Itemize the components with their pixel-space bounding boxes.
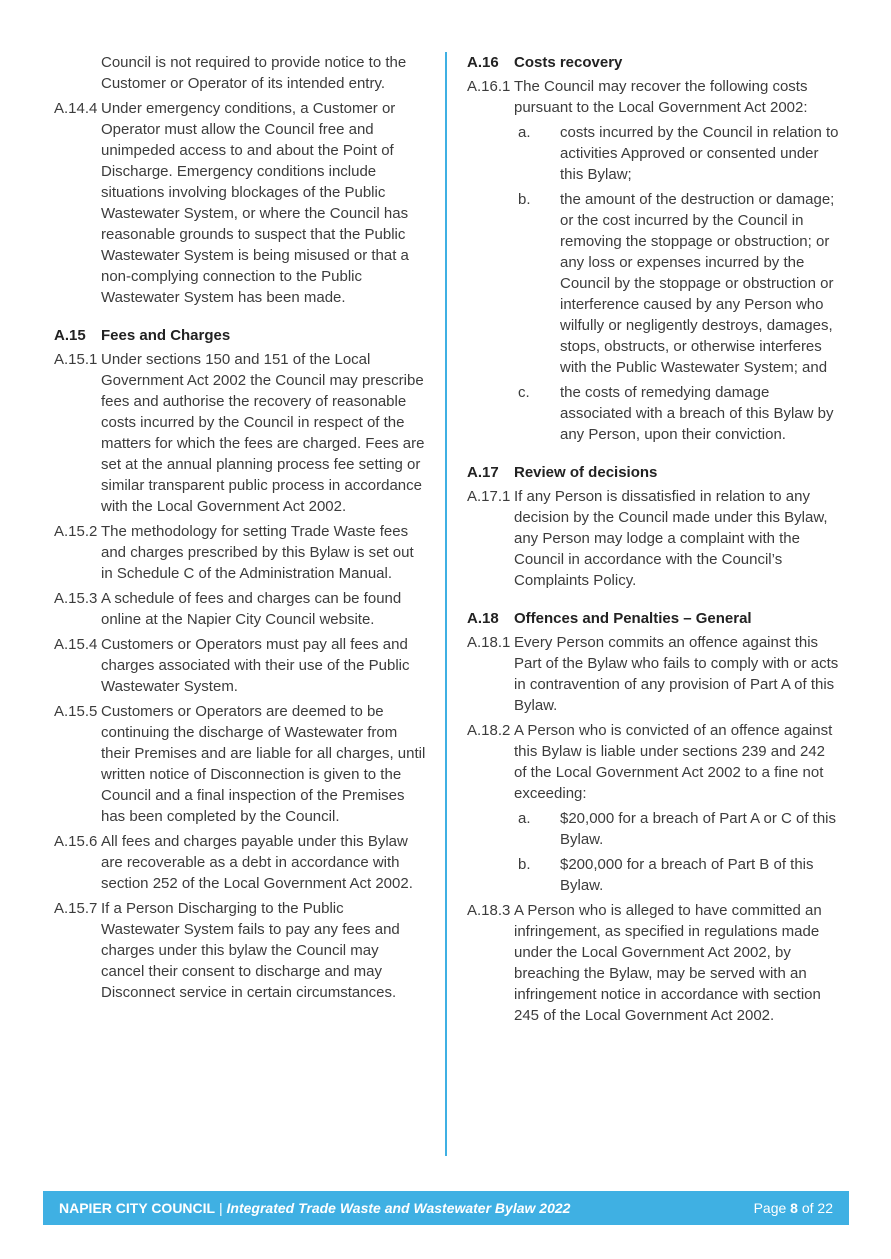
section-number: A.17 <box>467 464 499 481</box>
clause-a15-4 <box>54 634 426 697</box>
clause-number: A.15.3 <box>54 590 98 607</box>
footer-current-page: 8 <box>790 1199 798 1216</box>
subclause-text: costs incurred by the Council in relation to activities Approved or consented under this Bylaw; <box>560 124 839 183</box>
subclause-a18-2-b <box>514 854 839 896</box>
clause-text: Under sections 150 and 151 of the Local Government Act 2002 the Council may prescribe fees and authorise the recovery of reasonable costs incurred by the Council in respect of the matters for which the fees are charged. Fees are set at the annual planning process fee setting or similar transparent public process in accordance with the Local Government Act 2002. <box>101 351 425 515</box>
subclause-a18-2-a <box>514 808 839 850</box>
clause-number: A.15.2 <box>54 523 98 540</box>
section-number: A.18 <box>467 610 499 627</box>
subclause-text: $20,000 for a breach of Part A or C of this Bylaw. <box>560 810 836 848</box>
section-number: A.16 <box>467 54 499 71</box>
clause-text: All fees and charges payable under this Bylaw are recoverable as a debt in accordance with section 252 of the Local Government Act 2002. <box>101 833 413 892</box>
clause-number: A.18.3 <box>467 902 511 919</box>
clause-a18-2 <box>467 720 839 804</box>
subclause-letter: b. <box>518 191 531 208</box>
clause-a15-2 <box>54 521 426 584</box>
clause-number: A.15.4 <box>54 636 98 653</box>
clause-a16-1 <box>467 76 839 118</box>
clause-text: The methodology for setting Trade Waste fees and charges prescribed by this Bylaw is set out in Schedule C of the Administration Manual. <box>101 523 414 582</box>
clause-a15-5 <box>54 701 426 827</box>
clause-text: Customers or Operators must pay all fees and charges associated with their use of the Public Wastewater System. <box>101 636 410 695</box>
clause-a15-7 <box>54 898 426 1003</box>
subclause-letter: a. <box>518 124 531 141</box>
clause-a18-1 <box>467 632 839 716</box>
footer-org-name: NAPIER CITY COUNCIL <box>59 1199 216 1216</box>
clause-text: The Council may recover the following costs pursuant to the Local Government Act 2002: <box>514 78 808 116</box>
clause-a17-1 <box>467 486 839 591</box>
section-heading-a17 <box>467 462 839 483</box>
clause-text: Customers or Operators are deemed to be continuing the discharge of Wastewater from their Premises and are liable for all charges, until written notice of Disconnection is given to the Council and a final inspection of the Premises has been completed by the Council. <box>101 703 426 825</box>
clause-number: A.16.1 <box>467 78 511 95</box>
clause-number: A.15.1 <box>54 351 98 368</box>
section-heading-a18 <box>467 608 839 629</box>
footer-page-label: Page <box>753 1199 787 1216</box>
clause-a18-3 <box>467 900 839 1026</box>
clause-text: A Person who is convicted of an offence against this Bylaw is liable under sections 239 and 242 of the Local Government Act 2002 to a fine not exceeding: <box>514 722 833 802</box>
clause-number: A.15.6 <box>54 833 98 850</box>
clause-text: If a Person Discharging to the Public Wastewater System fails to pay any fees and charges under this bylaw the Council may cancel their consent to discharge and may Disconnect service in certain circumstances. <box>101 900 400 1001</box>
subclause-a16-1-c <box>514 382 839 445</box>
section-title: Fees and Charges <box>101 327 231 344</box>
subclause-text: the costs of remedying damage associated with a breach of this Bylaw by any Person, upon their conviction. <box>560 384 834 443</box>
clause-text: Every Person commits an offence against this Part of the Bylaw who fails to comply with or acts in contravention of any provision of Part A of this Bylaw. <box>514 634 839 714</box>
subclause-letter: b. <box>518 856 531 873</box>
subclause-a16-1-b <box>514 189 839 378</box>
page-footer <box>43 1191 849 1225</box>
subclause-letter: c. <box>518 384 530 401</box>
clause-text: A Person who is alleged to have committed an infringement, as specified in regulations made under the Local Government Act 2002, by breaching the Bylaw, may be served with an infringement notice in accordance with section 245 of the Local Government Act 2002. <box>514 902 822 1024</box>
clause-number: A.15.7 <box>54 900 98 917</box>
clause-number: A.17.1 <box>467 488 511 505</box>
footer-document-title: Integrated Trade Waste and Wastewater Bylaw 2022 <box>226 1199 571 1216</box>
footer-document-info <box>59 1198 570 1219</box>
paragraph-a14-continued: Council is not required to provide notice to the Customer or Operator of its intended entry. <box>101 54 407 92</box>
right-column <box>467 52 839 1030</box>
clause-number: A.18.2 <box>467 722 511 739</box>
section-heading-a15 <box>54 325 426 346</box>
clause-a15-1 <box>54 349 426 517</box>
clause-number: A.14.4 <box>54 100 98 117</box>
clause-a15-6 <box>54 831 426 894</box>
section-heading-a16 <box>467 52 839 73</box>
clause-text: Under emergency conditions, a Customer or Operator must allow the Council free and unimpeded access to and about the Point of Discharge. Emergency conditions include situations involving blockages of the Public Wastewater System, or where the Council has reasonable grounds to suspect that the Public Wastewater System is being misused or that a non-complying connection to the Public Wastewater System has been made. <box>101 100 409 306</box>
section-title: Costs recovery <box>514 54 623 71</box>
column-divider <box>445 52 447 1156</box>
subclause-letter: a. <box>518 810 531 827</box>
subclause-text: $200,000 for a breach of Part B of this Bylaw. <box>560 856 814 894</box>
subclause-a16-1-a <box>514 122 839 185</box>
section-number: A.15 <box>54 327 86 344</box>
clause-a15-3 <box>54 588 426 630</box>
clause-a14-4 <box>54 98 426 308</box>
clause-text: If any Person is dissatisfied in relation to any decision by the Council made under this Bylaw, any Person may lodge a complaint with the Council in accordance with the Council’s Complaints Policy. <box>514 488 828 589</box>
left-column <box>54 52 426 1007</box>
clause-number: A.15.5 <box>54 703 98 720</box>
clause-text: A schedule of fees and charges can be found online at the Napier City Council website. <box>101 590 402 628</box>
footer-page-total: of 22 <box>801 1199 833 1216</box>
clause-number: A.18.1 <box>467 634 511 651</box>
footer-page-number <box>754 1198 833 1219</box>
section-title: Review of decisions <box>514 464 658 481</box>
section-title: Offences and Penalties – General <box>514 610 752 627</box>
footer-separator: | <box>215 1199 227 1216</box>
subclause-text: the amount of the destruction or damage; or the cost incurred by the Council in removing the stoppage or obstruction; or any loss or expenses incurred by the Council by the stoppage or obstruction or interference caused by any Person who wilfully or negligently destroys, damages, stops, obstructs, or otherwise interferes with the Public Wastewater System; and <box>560 191 835 376</box>
